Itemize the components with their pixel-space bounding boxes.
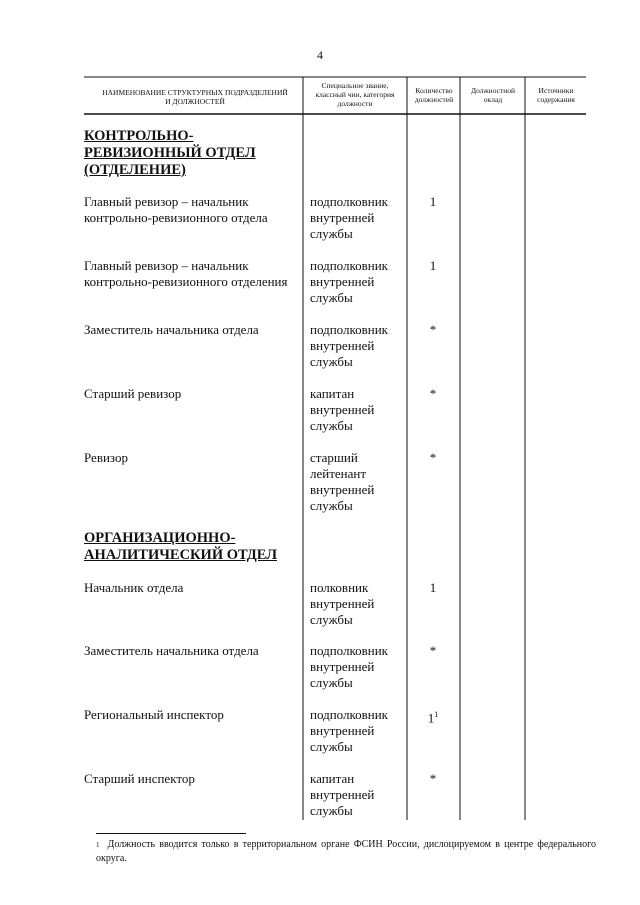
footnote: [96, 838, 596, 866]
quantity-cell: 1: [429, 258, 437, 273]
rank-cell: подполковник внутренней службы: [310, 194, 388, 241]
position-cell: Ревизор: [84, 450, 128, 465]
footnote-text: Должность вводится только в территориальном органе ФСИН России, дислоцируемом в центре федерального округа.: [96, 839, 596, 864]
position-cell: Заместитель начальника отдела: [84, 643, 259, 658]
rank-cell: капитан внутренней службы: [310, 771, 375, 818]
page-number: 4: [317, 48, 323, 62]
quantity-cell: 1: [429, 580, 437, 595]
header-col-salary: Должностной оклад: [470, 86, 516, 104]
quantity-cell: *: [429, 386, 437, 401]
quantity-cell: [405, 707, 461, 726]
position-cell: Региональный инспектор: [84, 707, 224, 722]
quantity-cell: *: [429, 643, 437, 658]
section-title-control-audit: КОНТРОЛЬНО-РЕВИЗИОННЫЙ ОТДЕЛ (ОТДЕЛЕНИЕ): [84, 128, 256, 178]
header-col-rank: Специальное звание, классный чин, категория должности: [315, 81, 395, 108]
header-col-quantity: Количество должностей: [414, 86, 454, 104]
section-title-org-analytics: ОРГАНИЗАЦИОННО-АНАЛИТИЧЕСКИЙ ОТДЕЛ: [84, 530, 278, 563]
header-col-name: НАИМЕНОВАНИЕ СТРУКТУРНЫХ ПОДРАЗДЕЛЕНИЙ И ДОЛЖНОСТЕЙ: [102, 88, 288, 106]
quantity-cell: *: [429, 322, 437, 337]
rank-cell: капитан внутренней службы: [310, 386, 375, 433]
rank-cell: подполковник внутренней службы: [310, 322, 388, 369]
position-cell: Главный ревизор – начальник контрольно-ревизионного отделения: [84, 258, 288, 289]
header-col-sources: Источники содержания: [537, 86, 575, 104]
position-cell: Старший инспектор: [84, 771, 195, 786]
quantity-cell: 1: [429, 194, 437, 209]
position-cell: Заместитель начальника отдела: [84, 322, 259, 337]
footnote-mark: 1: [96, 841, 100, 849]
rank-cell: полковник внутренней службы: [310, 580, 375, 627]
rank-cell: подполковник внутренней службы: [310, 643, 388, 690]
quantity-cell: *: [429, 771, 437, 786]
quantity-value: 1: [427, 710, 435, 726]
position-cell: Старший ревизор: [84, 386, 182, 401]
position-cell: Главный ревизор – начальник контрольно-ревизионного отдела: [84, 194, 268, 225]
rank-cell: старший лейтенант внутренней службы: [310, 450, 375, 513]
rank-cell: подполковник внутренней службы: [310, 707, 388, 754]
rank-cell: подполковник внутренней службы: [310, 258, 388, 305]
quantity-cell: *: [429, 450, 437, 465]
footnote-separator: [96, 833, 246, 834]
footnote-reference: 1: [434, 710, 439, 719]
position-cell: Начальник отдела: [84, 580, 184, 595]
